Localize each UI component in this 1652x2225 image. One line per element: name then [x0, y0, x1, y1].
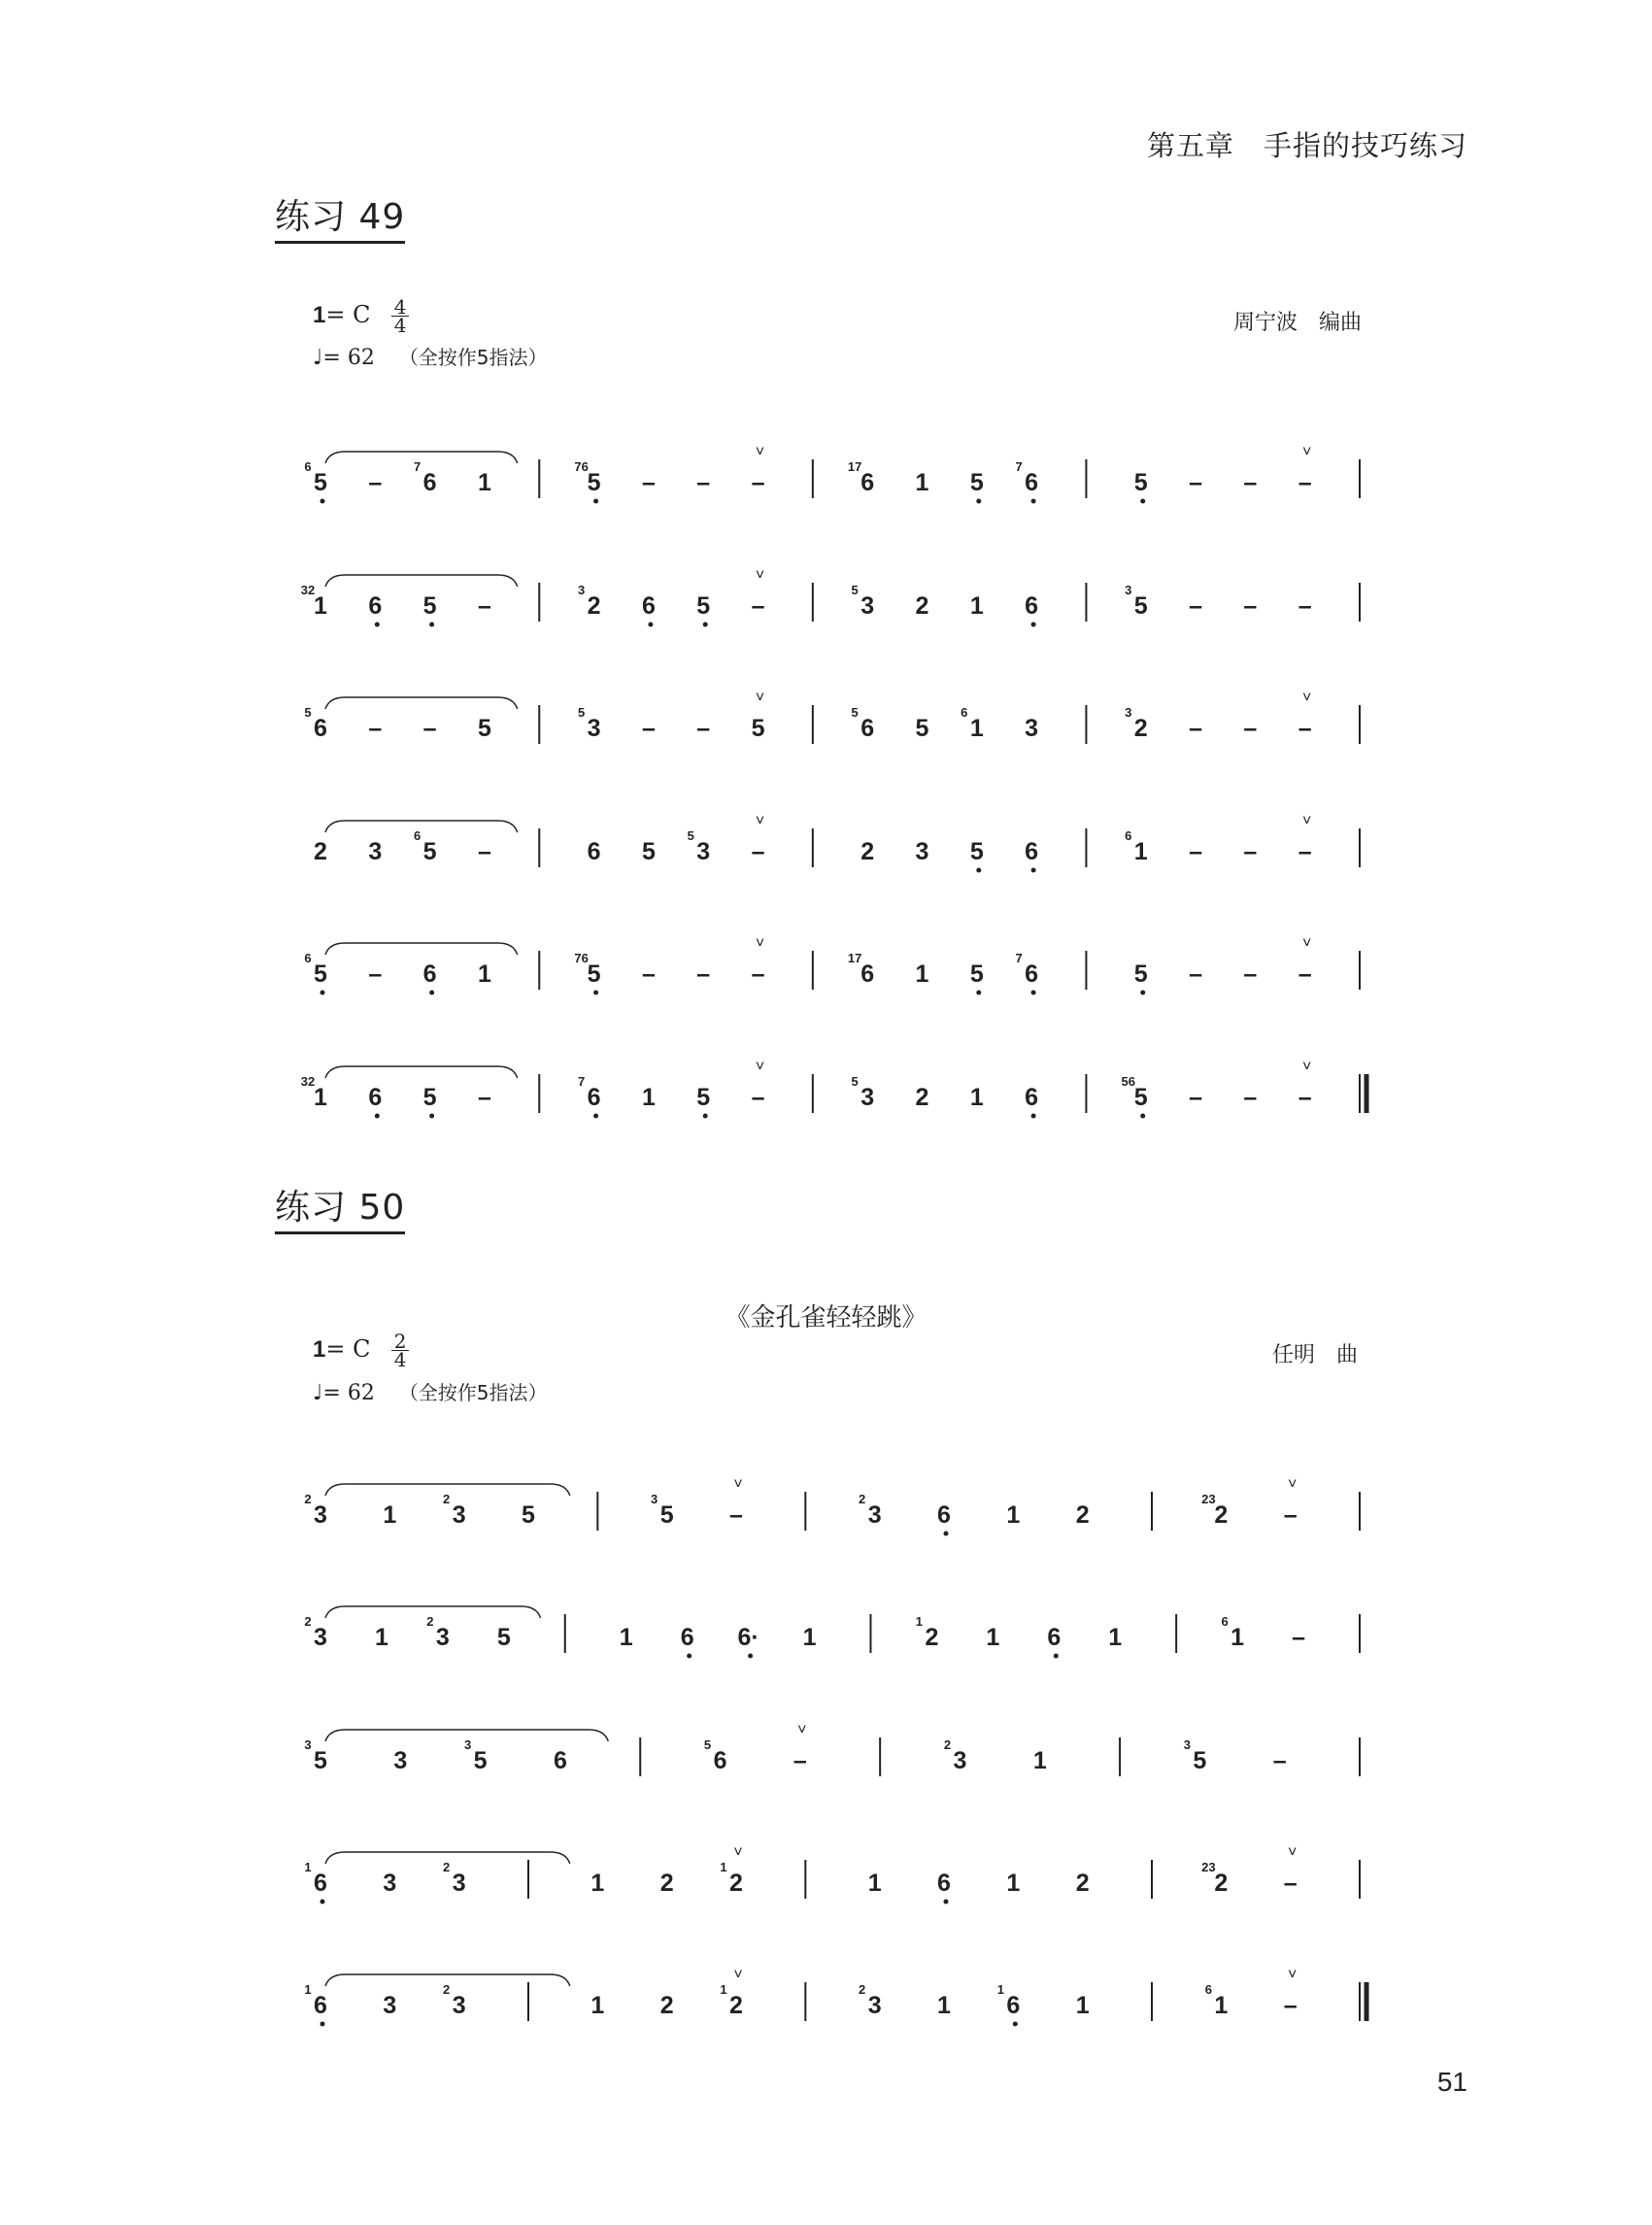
grace-note: 23 [1201, 1492, 1216, 1506]
exercise-title-50: 练习 50 [275, 1180, 405, 1234]
note: 5 [915, 715, 929, 742]
note: 1 [915, 961, 929, 988]
grace-note: 2 [443, 1982, 451, 1997]
note: 5 [1133, 592, 1148, 620]
note: – [422, 715, 437, 742]
note: – [368, 469, 383, 496]
octave-dot [1140, 499, 1145, 504]
note: 5 [314, 1747, 327, 1774]
note: 6 [314, 1870, 327, 1897]
octave-dot [320, 499, 325, 504]
note: – [1243, 838, 1258, 865]
grace-note: 3 [1183, 1737, 1192, 1752]
note: – [1298, 838, 1312, 865]
note: 5 [969, 469, 984, 496]
note: 6 [937, 1870, 951, 1897]
note: 1 [477, 469, 491, 496]
note: – [368, 715, 383, 742]
note: 2 [915, 1084, 929, 1111]
note: – [477, 838, 491, 865]
note: 1 [590, 1992, 605, 2019]
note: 1 [590, 1870, 605, 1897]
note: 6 [860, 961, 875, 988]
note: 6 [314, 715, 327, 742]
grace-note: 23 [1201, 1860, 1216, 1874]
breath-mark: ˅ [1302, 813, 1312, 829]
note: 5 [1133, 1084, 1148, 1111]
note: 2 [860, 838, 875, 865]
note: – [696, 715, 711, 742]
octave-dot [1054, 1654, 1059, 1659]
note: 3 [587, 715, 601, 742]
note: 6 [860, 715, 875, 742]
grace-note: 7 [1015, 459, 1023, 474]
note: 5 [969, 961, 984, 988]
grace-note: 5 [304, 705, 312, 720]
note: – [1243, 961, 1258, 988]
composer-50: 任明 曲 [1272, 1343, 1359, 1367]
note: – [1243, 715, 1258, 742]
note: 6 [713, 1747, 727, 1774]
note: – [641, 961, 656, 988]
grace-note: 6 [1204, 1982, 1212, 1997]
grace-note: 1 [915, 1614, 924, 1629]
note: 5 [1133, 469, 1148, 496]
grace-note: 17 [847, 459, 862, 474]
note: 3 [867, 1992, 882, 2019]
note: 1 [969, 1084, 984, 1111]
grace-note: 76 [574, 951, 589, 965]
note: 5 [473, 1747, 488, 1774]
note: 5 [496, 1624, 511, 1651]
note: 6 [860, 469, 875, 496]
octave-dot [976, 991, 981, 995]
note: 5 [1133, 961, 1148, 988]
octave-dot [748, 1654, 753, 1659]
note: 2 [587, 592, 601, 620]
quarter-note-icon: ♩ [313, 1381, 323, 1405]
breath-mark: ˅ [733, 1967, 743, 1983]
note: 3 [915, 838, 929, 865]
note: – [1189, 961, 1203, 988]
octave-dot [648, 623, 653, 627]
breath-mark: ˅ [733, 1844, 743, 1861]
note: 1 [1108, 1624, 1123, 1651]
slur [325, 821, 518, 832]
note: – [751, 961, 765, 988]
grace-note: 5 [577, 705, 586, 720]
note: 1 [314, 592, 327, 620]
note: 1 [1075, 1992, 1090, 2019]
grace-note: 3 [304, 1737, 312, 1752]
note: 6 [1025, 1084, 1039, 1111]
note: 6 [1047, 1624, 1062, 1651]
octave-dot [429, 1114, 434, 1119]
note: 6 [937, 1501, 951, 1529]
note: 3 [393, 1747, 408, 1774]
octave-dot [320, 1900, 325, 1905]
grace-note: 5 [687, 828, 694, 843]
note: 5 [587, 469, 601, 496]
note: 5 [314, 469, 327, 496]
grace-note: 2 [426, 1614, 434, 1629]
note: 6 [1025, 838, 1039, 865]
note: 2 [314, 838, 327, 865]
note: 3 [452, 1992, 466, 2019]
note: 1 [969, 592, 984, 620]
note: 6 [553, 1747, 567, 1774]
grace-note: 3 [1125, 705, 1132, 720]
note: – [751, 469, 765, 496]
breath-mark: ˅ [1302, 935, 1312, 952]
note: 5 [422, 592, 437, 620]
grace-note: 3 [463, 1737, 472, 1752]
note: 5 [422, 838, 437, 865]
note: 1 [641, 1084, 656, 1111]
note: – [1283, 1992, 1298, 2019]
note: 1 [314, 1084, 327, 1111]
note: 1 [477, 961, 491, 988]
note: 1 [619, 1624, 633, 1651]
note: 5 [522, 1501, 535, 1529]
note: 3 [696, 838, 711, 865]
breath-mark: ˅ [755, 935, 765, 952]
note: 3 [860, 592, 875, 620]
note: 5 [696, 1084, 711, 1111]
note: – [641, 715, 656, 742]
note: 1 [1214, 1992, 1229, 2019]
note: – [1283, 1870, 1298, 1897]
note: 3 [867, 1501, 882, 1529]
note: 1 [1006, 1501, 1021, 1529]
note: 6 [587, 1084, 601, 1111]
note: – [1292, 1624, 1306, 1651]
grace-note: 2 [304, 1492, 312, 1506]
slur [325, 1066, 518, 1078]
octave-dot [320, 991, 325, 995]
note: – [751, 1084, 765, 1111]
note: 6 [680, 1624, 694, 1651]
note: 3 [435, 1624, 450, 1651]
grace-note: 5 [703, 1737, 712, 1752]
note: 3 [953, 1747, 967, 1774]
time-signature-49: $\frac{4}{4}$ [391, 298, 409, 334]
note: 1 [867, 1870, 882, 1897]
note: – [1243, 1084, 1258, 1111]
note: 5 [422, 1084, 437, 1111]
note: 2 [925, 1624, 939, 1651]
quarter-note-icon: ♩ [313, 346, 323, 370]
note: 5 [1193, 1747, 1207, 1774]
octave-dot [1140, 991, 1145, 995]
note: – [1189, 592, 1203, 620]
note: – [1298, 961, 1312, 988]
note: 1 [1032, 1747, 1047, 1774]
grace-note: 3 [577, 583, 586, 597]
note: 3 [1025, 715, 1039, 742]
note: 1 [374, 1624, 388, 1651]
note: 2 [1075, 1870, 1090, 1897]
octave-dot [944, 1900, 949, 1905]
grace-note: 56 [1121, 1074, 1135, 1089]
grace-note: 32 [300, 1074, 316, 1089]
note: – [1272, 1747, 1287, 1774]
note: 5 [314, 961, 327, 988]
grace-note: 6 [1125, 828, 1132, 843]
octave-dot [593, 1114, 598, 1119]
note: 1 [937, 1992, 951, 2019]
note: 3 [383, 1870, 397, 1897]
note: 3 [314, 1624, 327, 1651]
key-signature-50: 1= C $\frac{2}{4}$ [313, 1332, 409, 1368]
note: 5 [641, 838, 656, 865]
grace-note: 2 [859, 1492, 866, 1506]
composer-49: 周宁波 编曲 [1233, 311, 1363, 335]
note: 5 [969, 838, 984, 865]
octave-dot [593, 991, 598, 995]
note: – [1189, 1084, 1203, 1111]
breath-mark: ˅ [1302, 690, 1312, 706]
note: – [729, 1501, 743, 1529]
page-number: 51 [1436, 2067, 1467, 2097]
note: – [751, 592, 765, 620]
note: 3 [368, 838, 383, 865]
grace-note: 17 [847, 951, 862, 965]
note: – [1189, 838, 1203, 865]
breath-mark: ˅ [1287, 1844, 1298, 1861]
grace-note: 7 [577, 1074, 586, 1089]
note: 5 [587, 961, 601, 988]
tempo-49: ♩= 62 （全按作5指法） [313, 346, 548, 370]
note: 6 [368, 1084, 383, 1111]
octave-dot [429, 991, 434, 995]
slur [325, 943, 518, 955]
note: 3 [314, 1501, 327, 1529]
grace-note: 2 [443, 1492, 451, 1506]
octave-dot [944, 1532, 949, 1536]
note: 5 [477, 715, 491, 742]
note: 6 [587, 838, 601, 865]
note: – [1298, 592, 1312, 620]
note: 2 [659, 1870, 674, 1897]
note: 6 [422, 961, 437, 988]
breath-mark: ˅ [755, 1059, 765, 1075]
octave-dot [375, 623, 380, 627]
note: 1 [1133, 838, 1148, 865]
note: 6 [1025, 592, 1039, 620]
note: – [1243, 592, 1258, 620]
note: – [1189, 469, 1203, 496]
octave-dot [593, 499, 598, 504]
note: – [1298, 469, 1312, 496]
breath-mark: ˅ [1302, 444, 1312, 460]
grace-note: 2 [943, 1737, 952, 1752]
note: 2 [1214, 1501, 1229, 1529]
grace-note: 6 [1221, 1614, 1229, 1629]
octave-dot [429, 623, 434, 627]
note: 2 [915, 592, 929, 620]
slur [325, 697, 518, 709]
breath-mark: ˅ [1287, 1967, 1298, 1983]
note: 6 [641, 592, 656, 620]
note: 1 [802, 1624, 817, 1651]
grace-note: 5 [851, 583, 859, 597]
note: 1 [986, 1624, 1000, 1651]
breath-mark: ˅ [755, 813, 765, 829]
note: 2 [1075, 1501, 1090, 1529]
breath-mark: ˅ [755, 567, 765, 584]
note: 3 [860, 1084, 875, 1111]
octave-dot [1031, 1114, 1036, 1119]
octave-dot [1031, 991, 1036, 995]
note: 6 [422, 469, 437, 496]
note: – [1298, 715, 1312, 742]
note: – [641, 469, 656, 496]
note: 6· [737, 1624, 759, 1651]
grace-note: 3 [1125, 583, 1132, 597]
slur [325, 575, 518, 587]
octave-dot [1031, 499, 1036, 504]
grace-note: 1 [720, 1860, 727, 1874]
slur [325, 452, 518, 463]
grace-note: 6 [304, 951, 312, 965]
octave-dot [1013, 2022, 1018, 2027]
grace-note: 5 [851, 705, 859, 720]
note: – [1189, 715, 1203, 742]
grace-note: 32 [300, 583, 316, 597]
breath-mark: ˅ [1287, 1476, 1298, 1493]
note: – [368, 961, 383, 988]
note: 5 [696, 592, 711, 620]
note: – [792, 1747, 807, 1774]
note: – [696, 469, 711, 496]
breath-mark: ˅ [1302, 1059, 1312, 1075]
note: 1 [1006, 1870, 1021, 1897]
octave-dot [1140, 1114, 1145, 1119]
grace-note: 7 [414, 459, 421, 474]
grace-note: 1 [996, 1982, 1004, 1997]
note: – [696, 961, 711, 988]
key-signature-49: 1= C $\frac{4}{4}$ [313, 298, 409, 334]
note: 1 [383, 1501, 397, 1529]
octave-dot [976, 499, 981, 504]
octave-dot [703, 1114, 708, 1119]
grace-note: 5 [851, 1074, 859, 1089]
note: 2 [1133, 715, 1148, 742]
note: – [477, 592, 491, 620]
note: – [1283, 1501, 1298, 1529]
grace-note: 7 [1015, 951, 1023, 965]
note: – [1243, 469, 1258, 496]
grace-note: 1 [304, 1860, 312, 1874]
note: 6 [1006, 1992, 1021, 2019]
note: 6 [368, 592, 383, 620]
breath-mark: ˅ [755, 690, 765, 706]
tempo-50: ♩= 62 （全按作5指法） [313, 1381, 548, 1405]
octave-dot [1031, 868, 1036, 873]
note: 3 [452, 1501, 466, 1529]
grace-note: 1 [304, 1982, 312, 1997]
note: 1 [915, 469, 929, 496]
note: 3 [452, 1870, 466, 1897]
note: 6 [314, 1992, 327, 2019]
octave-dot [320, 2022, 325, 2027]
grace-note: 6 [304, 459, 312, 474]
octave-dot [375, 1114, 380, 1119]
grace-note: 2 [859, 1982, 866, 1997]
breath-mark: ˅ [755, 444, 765, 460]
time-signature-50: $\frac{2}{4}$ [391, 1332, 409, 1368]
note: 6 [1025, 961, 1039, 988]
grace-note: 1 [720, 1982, 727, 1997]
note: – [1298, 1084, 1312, 1111]
note: 2 [659, 1992, 674, 2019]
grace-note: 2 [443, 1860, 451, 1874]
note: 1 [1231, 1624, 1245, 1651]
octave-dot [687, 1654, 691, 1659]
note: – [477, 1084, 491, 1111]
chapter-header: 第五章 手指的技巧练习 [1146, 129, 1467, 162]
note: 5 [659, 1501, 674, 1529]
grace-note: 76 [574, 459, 589, 474]
octave-dot [703, 623, 708, 627]
note: – [751, 838, 765, 865]
note: 3 [383, 1992, 397, 2019]
grace-note: 6 [414, 828, 421, 843]
exercise-title-49: 练习 49 [275, 189, 405, 244]
octave-dot [976, 868, 981, 873]
grace-note: 2 [304, 1614, 312, 1629]
note: 2 [1214, 1870, 1229, 1897]
grace-note: 6 [961, 705, 968, 720]
breath-mark: ˅ [797, 1722, 807, 1738]
breath-mark: ˅ [733, 1476, 743, 1493]
note: 6 [1025, 469, 1039, 496]
octave-dot [1031, 623, 1036, 627]
note: 2 [729, 1992, 743, 2019]
note: 1 [969, 715, 984, 742]
note: 2 [729, 1870, 743, 1897]
grace-note: 3 [651, 1492, 658, 1506]
song-title-50: 《金孔雀轻轻跳》 [725, 1303, 927, 1332]
note: 5 [751, 715, 765, 742]
